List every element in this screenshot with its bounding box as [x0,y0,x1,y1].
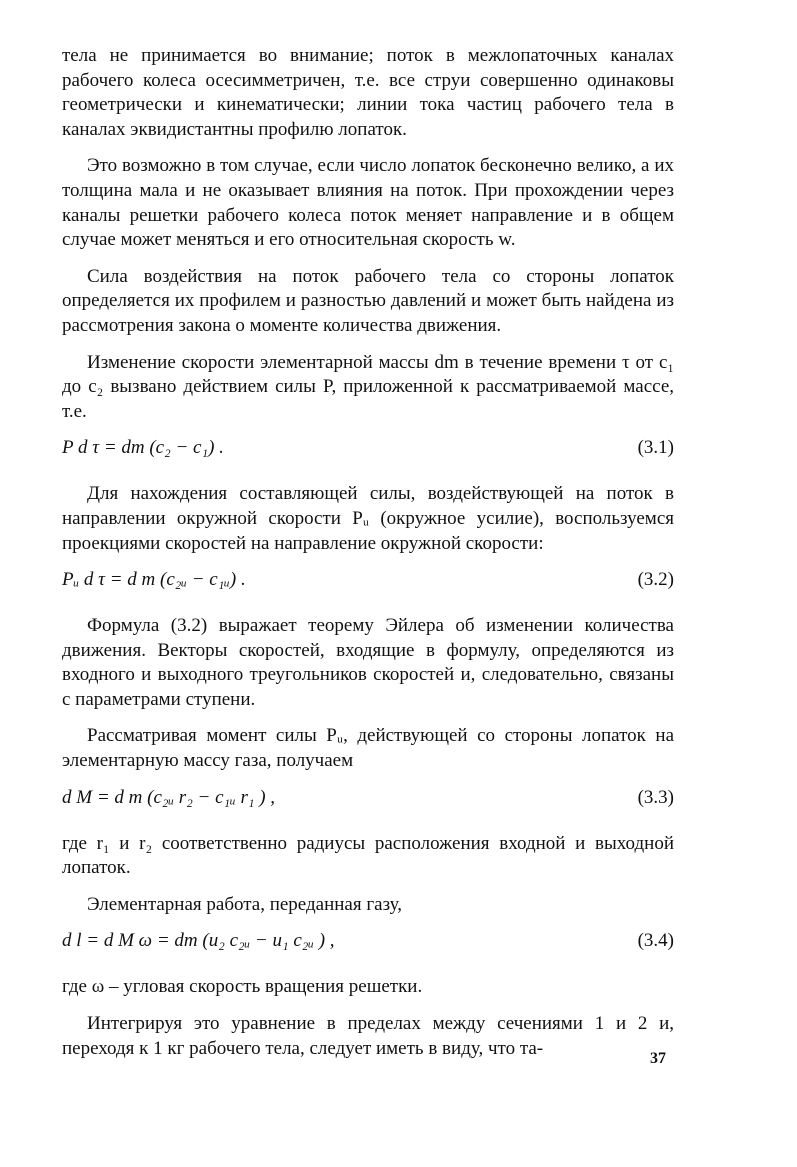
page-number: 37 [650,1050,666,1067]
paragraph-3: Сила воздействия на поток рабочего тела со стороны лопаток определяется их профилем и разностью давлений и может быть найдена из рассмотрения закона о моменте количества движения. [62,265,674,336]
paragraph-11: Интегрируя это уравнение в пределах между сечениями 1 и 2 и, переходя к 1 кг рабочего тела, следует иметь в виду, что та- [62,1013,674,1059]
equation-3-4-number: (3.4) [637,930,674,952]
equation-3-4 [62,929,674,957]
paragraph-1: тела не принимается во внимание; поток в межлопаточных каналах рабочего колеса осесимметричен, т.е. все струи совершенно одинаковы геометрически и кинематически; линии тока частиц рабочего тела в каналах эквидистантны профилю лопаток. [62,45,674,140]
paragraph-5: Для нахождения составляющей силы, воздействующей на поток в направлении окружной скорости Pᵤ (окружное усилие), воспользуемся проекциями скоростей на направление окружной скорости: [62,483,674,554]
equation-3-2-number: (3.2) [637,569,674,591]
paragraph-6: Формула (3.2) выражает теорему Эйлера об изменении количества движения. Векторы скоростей, входящие в формулу, определяются из входного и выходного треугольников скоростей и, следовательно, связаны с параметрами ступени. [62,615,674,710]
equation-3-3 [62,786,674,814]
equation-3-3-number: (3.3) [637,786,674,808]
paragraph-10: где ω – угловая скорость вращения решетки. [62,976,423,998]
equation-3-1-number: (3.1) [637,437,674,459]
paragraph-9: Элементарная работа, переданная газу, [87,893,403,915]
paragraph-4: Изменение скорости элементарной массы dm в течение времени τ от c₁ до c₂ вызвано действием силы P, приложенной к рассматриваемой массе, т.е. [62,351,674,422]
paragraph-2: Это возможно в том случае, если число лопаток бесконечно велико, а их толщина мала и не оказывает влияния на поток. При прохождении через каналы решетки рабочего колеса поток меняет направление и в общем случае может меняться и его относительная скорость w. [62,155,674,251]
equation-3-1 [62,436,674,464]
paragraph-7: Рассматривая момент силы Pᵤ, действующей со стороны лопаток на элементарную массу газа, получаем [62,725,674,772]
equation-3-1-formula: P d τ = dm (c₂ − c₁) . [62,437,224,459]
equation-3-2 [62,568,674,596]
equation-3-4-formula: d l = d M ω = dm (u₂ c₂ᵤ − u₁ c₂ᵤ ) , [62,930,335,952]
equation-3-2-formula: Pᵤ d τ = d m (c₂ᵤ − c₁ᵤ) . [62,569,246,591]
paragraph-8: где r₁ и r₂ соответственно радиусы расположения входной и выходной лопаток. [62,832,674,879]
equation-3-3-formula: d M = d m (c₂ᵤ r₂ − c₁ᵤ r₁ ) , [62,786,276,808]
page-body [62,44,674,1073]
